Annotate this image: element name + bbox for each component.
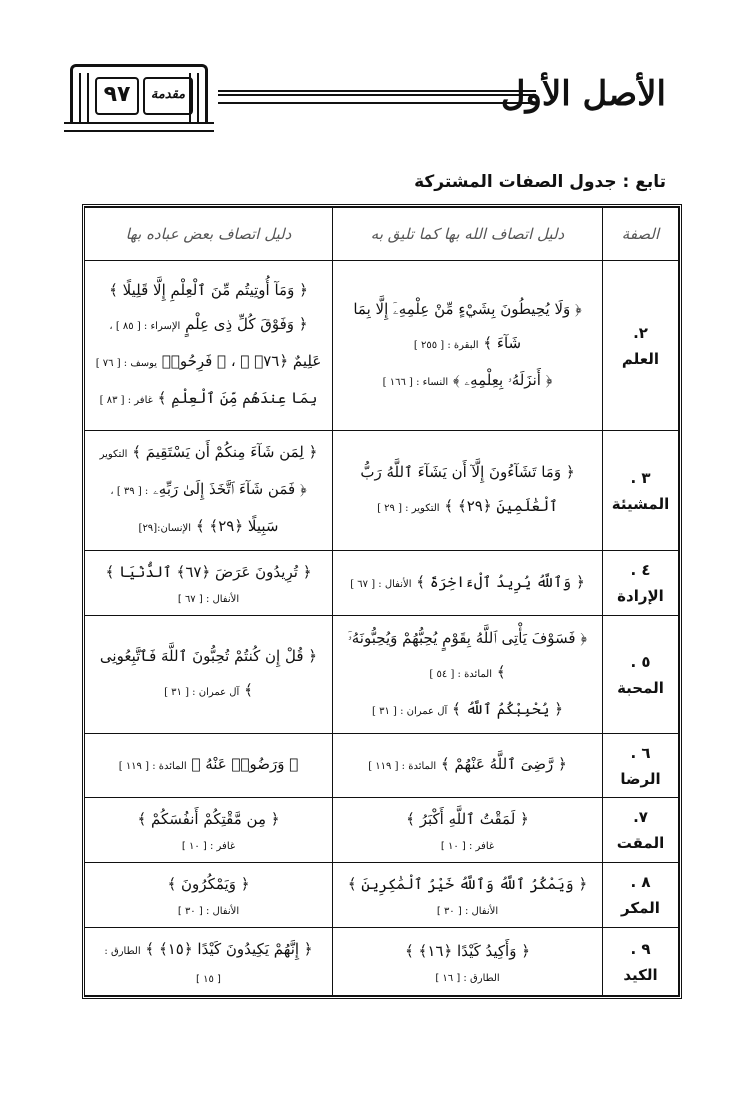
attribute-cell	[603, 734, 679, 798]
verse-line	[341, 326, 594, 363]
section-label: مقدمة	[143, 77, 193, 115]
verse-text: سَبِيلًا ﴿٢٩﴾ ﴾	[195, 517, 279, 535]
attribute-name: العلم	[621, 349, 660, 368]
verse-line	[93, 509, 324, 546]
verse-line	[93, 344, 324, 381]
verse-line	[93, 747, 324, 784]
verse-text: ﴿ وَيَمْكُرُونَ ﴾	[167, 875, 250, 893]
verse-reference: الأنفال : [ ٣٠ ]	[177, 906, 240, 917]
verse-text: ﴾	[244, 681, 253, 699]
verse-line	[93, 273, 324, 307]
verse-text: ﴿ لَمَقْتُ ٱللَّهِ أَكْبَرُ ﴾	[406, 810, 529, 828]
attribute-name: الإرادة	[617, 587, 664, 605]
verse-text: بِمَا عِندَهُم مِّنَ ٱلْعِلْمِ ﴾	[157, 389, 318, 407]
verse-reference: : [ ٣٩ ] ،	[110, 486, 149, 497]
verse-text: ﴿ وَفَوْقَ كُلِّ ذِى عِلْمٍ	[185, 315, 308, 333]
part-title: الأصل الأول	[500, 74, 666, 114]
verse-reference: آل عمران : [ ٣١ ]	[371, 705, 448, 717]
attribute-number: ٧.	[633, 808, 648, 826]
verse-reference: النساء : [ ١٦٦ ]	[382, 376, 449, 388]
verse-text: ﴿ قُلْ إِن كُنتُمْ تُحِبُّونَ ٱللَّهَ فَٱتَّبِعُونِى	[99, 647, 318, 665]
book-base-rule	[64, 122, 214, 132]
verse-line	[341, 655, 594, 692]
verse-reference: البقرة : [ ٢٥٥ ]	[413, 339, 479, 351]
verse-reference: الأنفال : [ ٣٠ ]	[436, 906, 499, 917]
god-evidence-cell	[333, 431, 603, 551]
table-row	[85, 798, 679, 863]
verse-line	[341, 692, 594, 729]
attribute-cell	[603, 431, 679, 551]
header-god-evidence: دليل اتصاف الله بها كما تليق به	[333, 208, 603, 261]
verse-line	[341, 621, 594, 655]
attribute-number: ٣ .	[630, 468, 651, 487]
attribute-cell	[603, 863, 679, 928]
attribute-name: المحبة	[617, 678, 664, 697]
attribute-number: ٢.	[633, 323, 648, 342]
verse-reference: المائدة : [ ١١٩ ]	[368, 761, 437, 772]
servant-evidence-cell	[85, 798, 333, 863]
verse-reference: يوسف : [ ٧٦ ]	[95, 358, 158, 369]
verse-text: ﴿ أَنزَلَهُۥ بِعِلْمِهِۦ ﴾	[452, 370, 553, 389]
verse-reference: الإنسان:[٢٩]	[138, 523, 192, 534]
table-row	[85, 863, 679, 928]
verse-text: ٱلْعَٰلَمِينَ ﴿٢٩﴾ ﴾	[444, 497, 558, 515]
verse-text: ﴿ وَمَآ أُوتِيتُم مِّنَ ٱلْعِلْمِ إِلَّا قَلِيلًا ﴾	[109, 281, 308, 299]
god-evidence-cell	[333, 261, 603, 431]
servant-evidence-cell	[85, 863, 333, 928]
attribute-cell	[603, 616, 679, 734]
verse-text: ﴿ وَٱللَّهُ يُرِيدُ ٱلْءَاخِرَةَ ﴾	[416, 572, 585, 591]
verse-line	[341, 292, 594, 326]
servant-evidence-cell	[85, 616, 333, 734]
verse-text: ﴿ إِنَّهُمْ يَكِيدُونَ كَيْدًا ﴿١٥﴾ ﴾	[145, 940, 313, 958]
verse-reference: المائدة : [ ٥٤ ]	[429, 668, 492, 680]
verse-line	[341, 802, 594, 836]
verse-line	[93, 867, 324, 901]
verse-line	[341, 867, 594, 901]
table-header-row	[85, 208, 679, 261]
page-number: ٩٧	[95, 77, 139, 115]
verse-text: ﴿ لِمَن شَآءَ مِنكُمْ أَن يَسْتَقِيمَ ﴾	[132, 443, 318, 461]
verse-reference: الطارق : [ ١٦ ]	[435, 972, 500, 984]
god-evidence-cell	[333, 798, 603, 863]
verse-reference: الأنفال : [ ٦٧ ]	[350, 578, 412, 590]
verse-text: ﴾	[496, 662, 506, 681]
attribute-cell	[603, 551, 679, 616]
verse-line	[341, 747, 594, 784]
servant-evidence-cell	[85, 734, 333, 798]
attribute-number: ٤ .	[630, 561, 651, 579]
verse-line	[93, 673, 324, 710]
table-row	[85, 261, 679, 431]
god-evidence-cell	[333, 616, 603, 734]
verse-reference: الأنفال : [ ٦٧ ]	[177, 594, 240, 605]
table-body	[85, 261, 679, 996]
god-evidence-cell	[333, 863, 603, 928]
verse-line	[93, 381, 324, 418]
verse-text: ﴿ تُرِيدُونَ عَرَضَ ﴿٦٧﴾ ٱلدُّنْيَا ﴾	[105, 563, 312, 581]
verse-text: ﴿ يُحْبِبْكُمُ ٱللَّهُ ﴾	[452, 699, 564, 718]
verse-text: ﴿ مِن مَّقْتِكُمْ أَنفُسَكُمْ ﴾	[137, 810, 280, 828]
verse-line	[341, 455, 594, 489]
attributes-table	[84, 207, 679, 996]
verse-reference: غافر : [ ١٠ ]	[181, 841, 236, 852]
header-servant-evidence: دليل اتصاف بعض عباده بها	[85, 208, 333, 261]
god-evidence-cell	[333, 928, 603, 996]
book-ornament	[70, 64, 208, 124]
table-row	[85, 431, 679, 551]
verse-reference: الإسراء : [ ٨٥ ] ،	[109, 321, 181, 332]
verse-line	[93, 802, 324, 836]
attributes-table-frame	[82, 204, 682, 999]
verse-reference: آل عمران : [ ٣١ ]	[164, 687, 240, 698]
god-evidence-cell	[333, 734, 603, 798]
verse-text: عَلِيمٌ ﴿٧٦﴾ ﴾ ، ﴿ فَرِحُوا۟	[161, 352, 322, 370]
verse-reference: [ ١٥ ]	[196, 974, 221, 985]
verse-line	[341, 934, 594, 968]
god-evidence-cell	[333, 551, 603, 616]
attribute-number: ٦ .	[630, 743, 651, 762]
verse-text: ﴿ وَيَمْكُرُ ٱللَّهُ وَٱللَّهُ خَيْرُ ٱلْمَٰكِرِينَ ﴾	[347, 875, 588, 893]
header-attribute: الصفة	[603, 208, 679, 261]
table-row	[85, 551, 679, 616]
verse-line	[93, 435, 324, 472]
page-header	[70, 64, 670, 130]
attribute-name: المشيئة	[611, 494, 670, 513]
verse-text: ﴿ فَمَن شَآءَ ٱتَّخَذَ إِلَىٰ رَبِّهِۦ	[153, 480, 307, 498]
verse-line	[93, 555, 324, 589]
header-rule	[218, 90, 536, 104]
verse-text: ﴿ رَّضِىَ ٱللَّهُ عَنْهُمْ ﴾	[440, 755, 567, 773]
verse-text: ﴿ وَمَا تَشَآءُونَ إِلَّآ أَن يَشَآءَ ٱللَّهُ رَبُّ	[360, 463, 575, 481]
verse-reference: التكوير : [ ٢٩ ]	[377, 503, 440, 514]
attribute-name: الكيد	[623, 965, 658, 984]
servant-evidence-cell	[85, 551, 333, 616]
attribute-cell	[603, 928, 679, 996]
verse-text: ﴿ وَأَكِيدُ كَيْدًا ﴿١٦﴾ ﴾	[404, 941, 531, 960]
verse-reference: المائدة : [ ١١٩ ]	[118, 761, 187, 772]
table-row	[85, 616, 679, 734]
verse-line	[341, 489, 594, 526]
attribute-number: ٨ .	[630, 873, 651, 891]
attribute-number: ٥ .	[630, 652, 651, 671]
servant-evidence-cell	[85, 261, 333, 431]
servant-evidence-cell	[85, 928, 333, 996]
attribute-name: الرضا	[620, 769, 661, 788]
attribute-name: المقت	[616, 834, 665, 852]
verse-line	[93, 307, 324, 344]
verse-reference: غافر : [ ١٠ ]	[440, 841, 495, 852]
verse-text: ﴿ فَسَوْفَ يَأْتِى ٱللَّهُ بِقَوْمٍ يُحِبُّهُمْ وَيُحِبُّونَهُۥٓ	[348, 628, 587, 647]
attribute-number: ٩ .	[630, 939, 651, 958]
verse-line	[341, 565, 594, 602]
table-row	[85, 928, 679, 996]
table-subtitle: تابع : جدول الصفات المشتركة	[414, 172, 666, 192]
verse-text: شَآءَ ﴾	[483, 333, 522, 352]
verse-reference: التكوير	[99, 449, 128, 460]
servant-evidence-cell	[85, 431, 333, 551]
verse-line	[93, 639, 324, 673]
verse-reference: غافر : [ ٨٣ ]	[99, 395, 153, 406]
verse-line	[93, 932, 324, 969]
attribute-name: المكر	[621, 899, 660, 917]
verse-text: ﴿ وَلَا يُحِيطُونَ بِشَيْءٍ مِّنْ عِلْمِهِۦٓ إِلَّا بِمَا	[353, 299, 582, 318]
verse-text: ﴿ وَرَضُوا۟ عَنْهُ ﴾	[191, 755, 299, 773]
attribute-cell	[603, 261, 679, 431]
verse-reference: الطارق :	[104, 946, 141, 957]
verse-line	[341, 363, 594, 400]
verse-line	[93, 472, 324, 509]
table-row	[85, 734, 679, 798]
attribute-cell	[603, 798, 679, 863]
